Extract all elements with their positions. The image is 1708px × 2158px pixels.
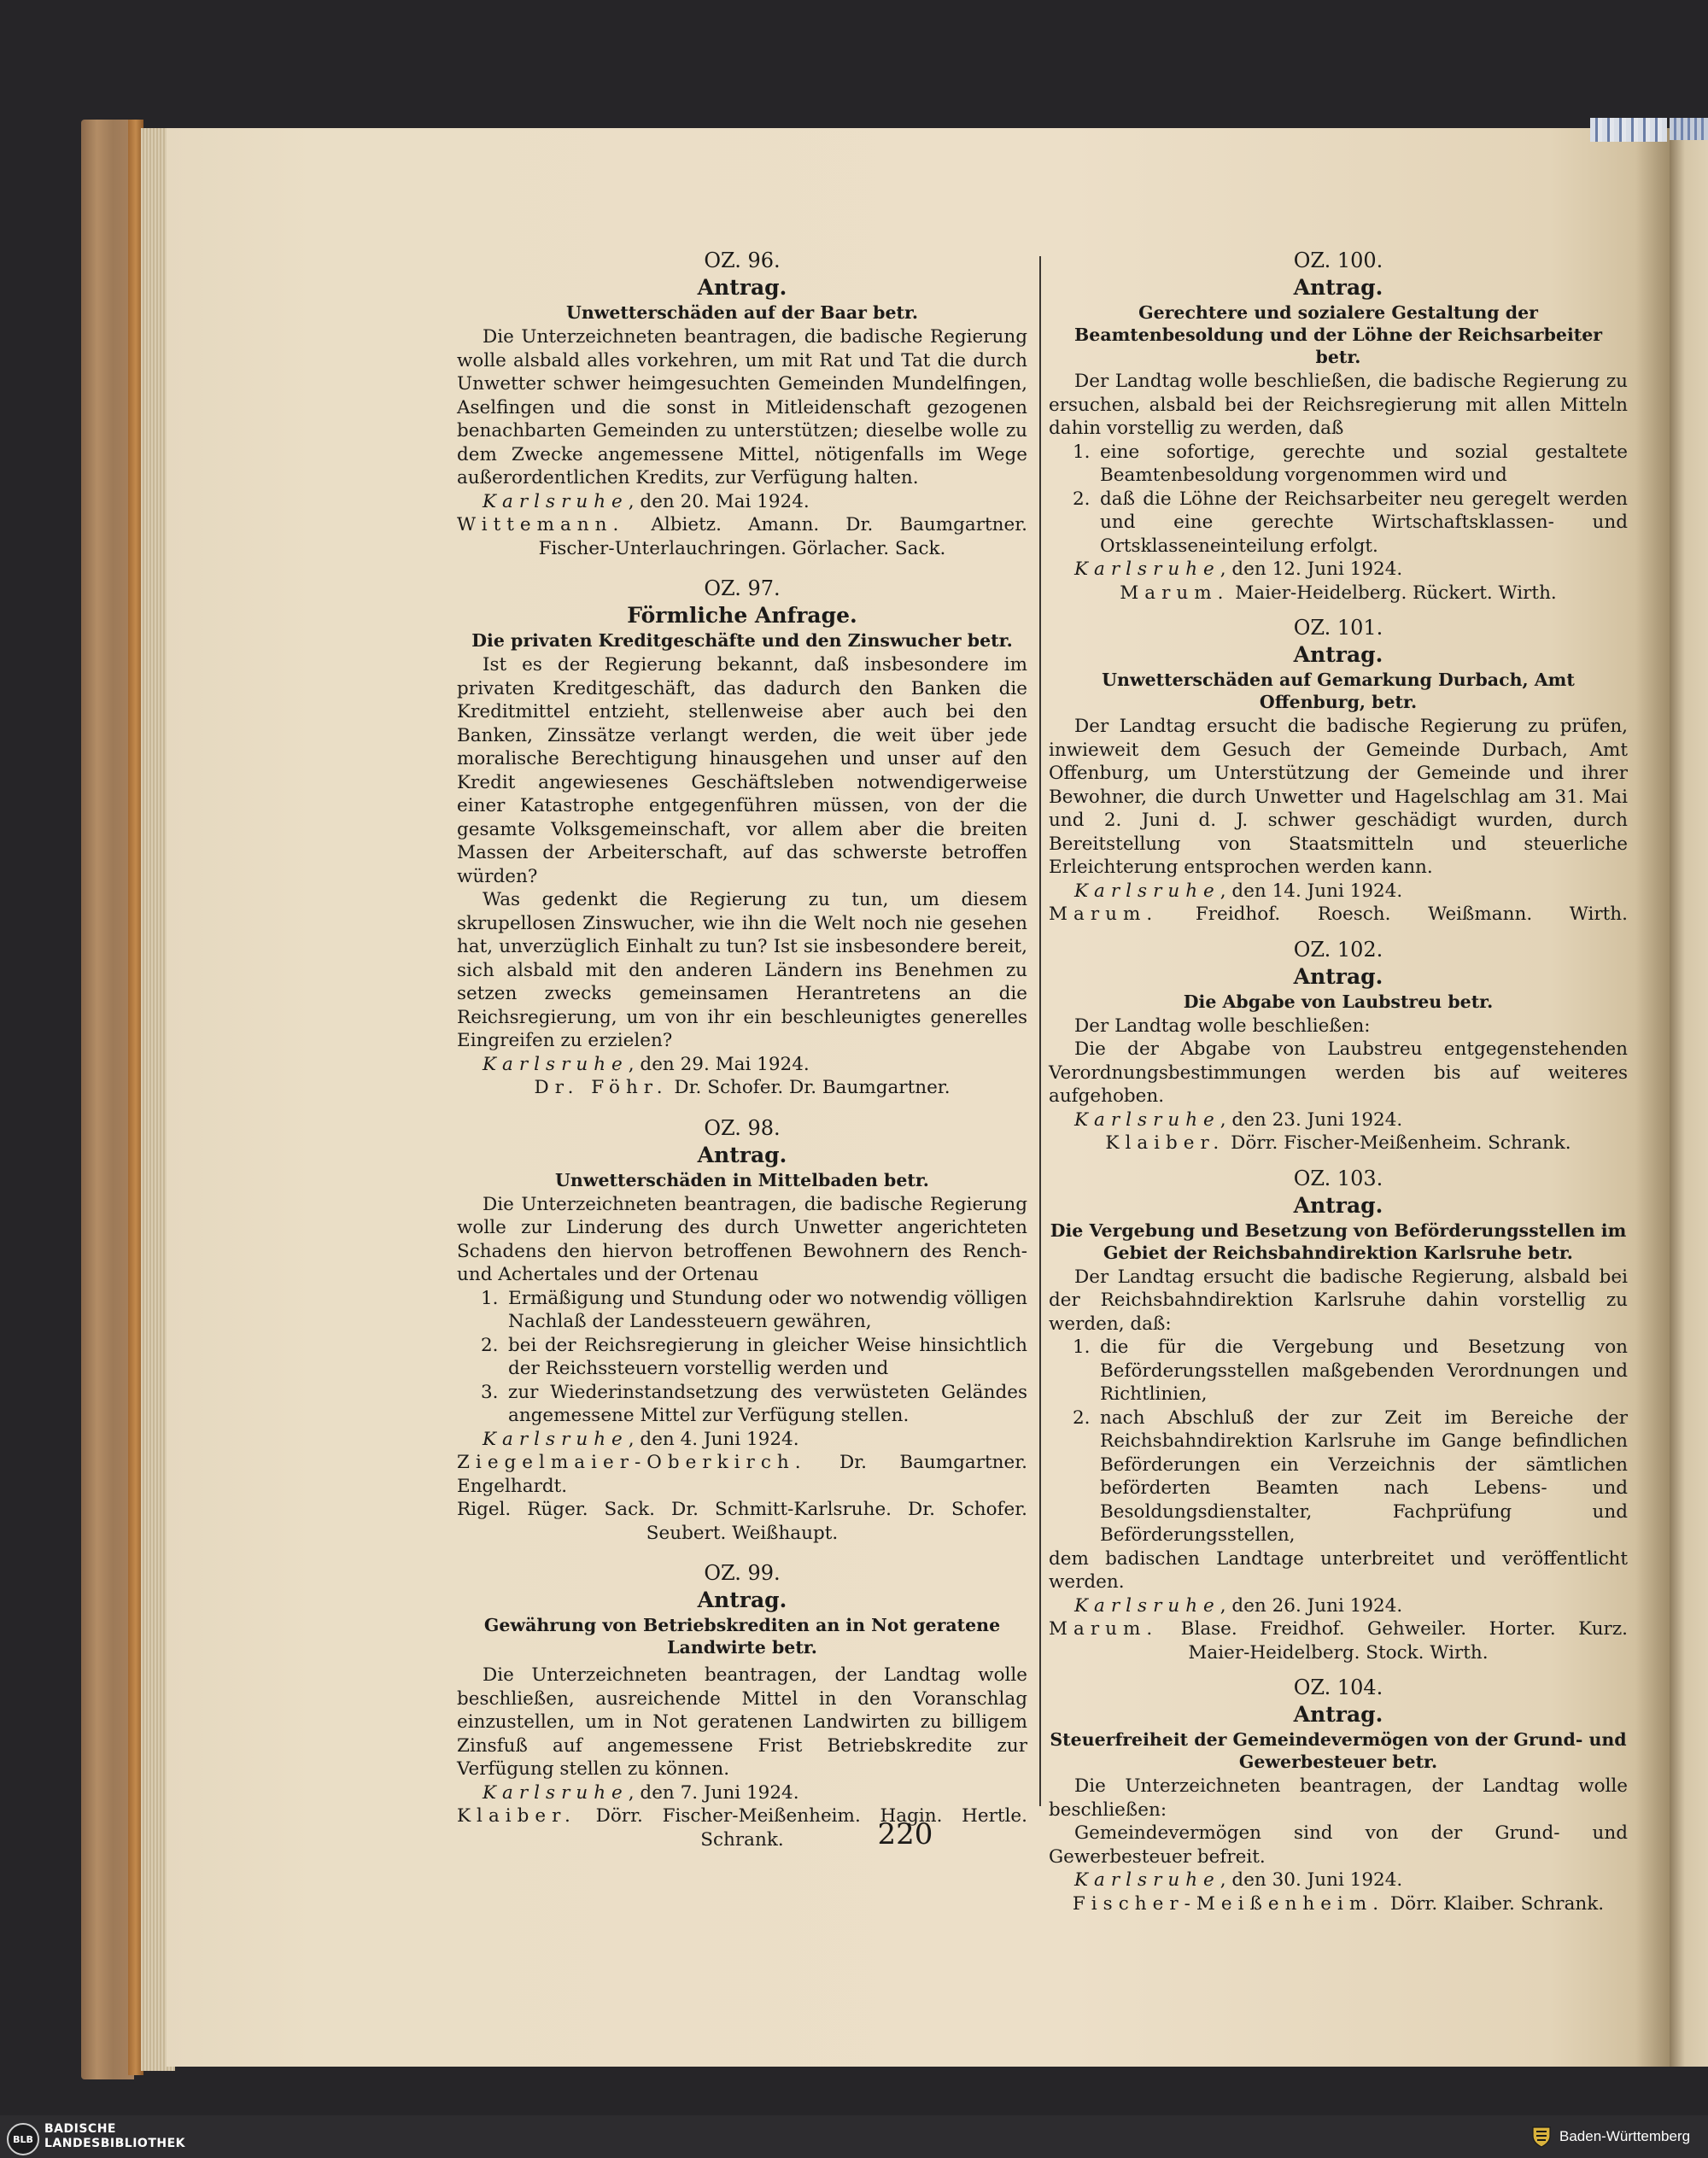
entry-oz-100: [1049, 248, 1628, 605]
entry-number: OZ. 100.: [1293, 249, 1383, 272]
entry-oz-102: [1049, 937, 1628, 1155]
place-date: [1049, 1594, 1628, 1618]
signer-lead: Ziegelmaier-Oberkirch.: [457, 1452, 807, 1473]
entry-number: OZ. 99.: [704, 1561, 781, 1585]
entry-oz-96: [457, 248, 1027, 560]
viewer-footer: [0, 2115, 1708, 2158]
place-city: Karlsruhe: [1074, 1594, 1220, 1617]
place-city: Karlsruhe: [483, 490, 629, 512]
entry-subject: Die Vergebung und Besetzung von Beförderungsstellen im Gebiet der Reichsbahndirektion Karlsruhe betr.: [1050, 1219, 1627, 1263]
entry-text: dem badischen Landtage unterbreitet und veröffentlicht werden.: [1049, 1547, 1628, 1593]
list-number: 2.: [1073, 1407, 1091, 1429]
signer-lead: Wittemann.: [457, 514, 625, 535]
place-city: Karlsruhe: [483, 1781, 629, 1804]
place-city: Karlsruhe: [1074, 880, 1220, 902]
list-item: [1049, 1407, 1628, 1547]
place-date: [457, 1781, 1027, 1805]
date: , den 12. Juni 1924.: [1220, 559, 1403, 580]
entry-kind: Antrag.: [1293, 1192, 1383, 1218]
entry-text: Der Landtag ersucht die badische Regierung zu prüfen, inwieweit dem Gesuch der Gemeinde Durbach, Amt Offenburg, um Unterstützung der Gemeinde und ihrer Bewohner, die durch Unwetter und Hagelschlag am 31. Mai und 2. Juni d. J. schwer geschädigt wurden, durch Bereitstellung von Staatsmitteln und steuerliche Erleichterung entsprochen werden kann.: [1049, 716, 1628, 878]
signers: Seubert. Weißhaupt.: [646, 1522, 839, 1544]
signer-lead: Marum.: [1120, 582, 1230, 604]
entry-text: Gemeindevermögen sind von der Grund- und Gewerbesteuer befreit.: [1049, 1822, 1628, 1868]
entry-text: Die Unterzeichneten beantragen, der Landtag wolle beschließen:: [1049, 1775, 1628, 1821]
entry-subject: Gerechtere und sozialere Gestaltung der Beamtenbesoldung und der Löhne der Reichsarbeiter betr.: [1073, 302, 1603, 367]
signers-rest: Dr. Schofer. Dr. Baumgartner.: [674, 1077, 951, 1098]
entry-kind: Förmliche Anfrage.: [627, 603, 857, 628]
entry-oz-97: [457, 576, 1027, 1100]
signers: [1049, 1617, 1628, 1641]
entry-number: OZ. 103.: [1293, 1166, 1383, 1190]
signer-lead: Dr. Föhr.: [534, 1077, 669, 1098]
left-column: [457, 248, 1027, 1851]
date: , den 4. Juni 1924.: [628, 1428, 799, 1450]
place-city: Karlsruhe: [483, 1053, 629, 1075]
place-date: [457, 490, 1027, 514]
entry-oz-103: [1049, 1166, 1628, 1665]
entry-subject: Gewährung von Betriebskrediten an in Not geratene Landwirte betr.: [483, 1615, 1001, 1658]
signers: [457, 1076, 1027, 1100]
library-name-line2: LANDESBIBLIOTHEK: [44, 2137, 186, 2150]
signers-rest: Dörr. Klaiber. Schrank.: [1389, 1892, 1605, 1915]
list-number: 3.: [481, 1381, 499, 1403]
signers: [1049, 903, 1628, 927]
place-city: Karlsruhe: [1074, 1869, 1220, 1891]
signers-rest: Dörr. Fischer-Meißenheim. Hagin. Hertle.: [595, 1805, 1027, 1827]
date: , den 23. Juni 1924.: [1220, 1108, 1403, 1131]
entry-text: Die Unterzeichneten beantragen, die badische Regierung wolle alsbald alles vorkehren, um mit Rat und Tat die durch Unwetter schwer heimgesuchten Gemeinden Mundelfingen, Aselfingen und die sonst in Mitleidenschaft gezogenen benachbarten Gemeinden zu unterstützen; dieselbe wolle zu dem Zwecke angemessene Mittel, nötigenfalls im Wege außerordentlichen Kredits, zur Verfügung halten.: [457, 326, 1027, 488]
list-item: [1049, 1336, 1628, 1407]
list-item: [1049, 488, 1628, 559]
list-text: zur Wiederinstandsetzung des verwüsteten Geländes angemessene Mittel zur Verfügung stellen.: [508, 1381, 1027, 1426]
signers: Fischer-Unterlauchringen. Görlacher. Sack.: [538, 537, 946, 559]
signers-rest: Blase. Freidhof. Gehweiler. Horter. Kurz.: [1180, 1618, 1628, 1640]
entry-text: Der Landtag wolle beschließen:: [1074, 1015, 1371, 1037]
signers-rest: Dr. Baumgartner. Engelhardt.: [457, 1452, 1027, 1497]
entry-text: Die der Abgabe von Laubstreu entgegenstehenden Verordnungsbestimmungen werden bis auf weiteres aufgehoben.: [1049, 1038, 1628, 1107]
signer-lead: Fischer-Meißenheim.: [1072, 1892, 1385, 1915]
list-item: [457, 1287, 1027, 1334]
signer-lead: Marum.: [1049, 1618, 1159, 1640]
list-item: [457, 1334, 1027, 1381]
entry-kind: Antrag.: [697, 275, 787, 300]
entry-subject: Unwetterschäden auf Gemarkung Durbach, Amt Offenburg, betr.: [1102, 670, 1575, 712]
date: , den 14. Juni 1924.: [1220, 880, 1403, 902]
entry-text: Der Landtag ersucht die badische Regierung, alsbald bei der Reichsbahndirektion Karlsruhe dahin vorstellig zu werden, daß:: [1049, 1266, 1628, 1335]
signers: [457, 513, 1027, 537]
date: , den 20. Mai 1924.: [628, 490, 810, 512]
list-number: 2.: [481, 1334, 499, 1356]
entry-number: OZ. 97.: [704, 576, 781, 600]
entry-kind: Antrag.: [1293, 275, 1383, 300]
entry-subject: Die privaten Kreditgeschäfte und den Zinswucher betr.: [471, 630, 1013, 651]
list-item: [1049, 441, 1628, 488]
page-gutter-shadow: [1635, 128, 1670, 2067]
column-divider: [1039, 256, 1041, 1806]
signers-rest: Albietz. Amann. Dr. Baumgartner.: [651, 514, 1027, 535]
place-date: [457, 1053, 1027, 1077]
entry-text: Die Unterzeichneten beantragen, die badische Regierung wolle zur Linderung des durch Unwetter angerichteten Schadens den hiervon betroffenen Bewohnern des Rench- und Achertales und der Ortenau: [457, 1193, 1027, 1285]
place-date: [1049, 1869, 1628, 1892]
date: , den 30. Juni 1924.: [1220, 1869, 1403, 1891]
entry-number: OZ. 101.: [1293, 616, 1383, 640]
signers-rest: Dörr. Fischer-Meißenheim. Schrank.: [1231, 1132, 1571, 1154]
state-logo-text[interactable]: Baden-Württemberg: [1559, 2128, 1691, 2144]
list-number: 2.: [1073, 488, 1091, 510]
place-date: [1049, 880, 1628, 904]
signer-lead: Klaiber.: [457, 1805, 576, 1827]
entry-text: Was gedenkt die Regierung zu tun, um diesem skrupellosen Zinswucher, wie ihn die Welt noch nie gesehen hat, unverzüglich Einhalt zu tun? Ist sie insbesondere bereit, sich alsbald mit den anderen Ländern ins Benehmen zu setzen zwecks gemeinsamen Herantretens an die Reichsregierung, um von ihr ein beschleunigtes generelles Eingreifen zu erzielen?: [457, 889, 1027, 1051]
signers: [1049, 1132, 1628, 1155]
place-city: Karlsruhe: [483, 1428, 629, 1450]
entry-subject: Unwetterschäden in Mittelbaden betr.: [555, 1169, 929, 1190]
place-city: Karlsruhe: [1074, 559, 1220, 580]
signer-lead: Marum.: [1049, 904, 1159, 925]
entry-number: OZ. 104.: [1293, 1676, 1383, 1699]
place-date: [1049, 1108, 1628, 1132]
entry-text: Ist es der Regierung bekannt, daß insbesondere im privaten Kreditgeschäft, das dadurch den Banken die Kreditmittel entzieht, stellenweise aber auch bei den Banken, Zinssätze verlangt werden, die weit über jede moralische Berechtigung hinausgehen und unser auf den Kredit angewiesenes Geschäftsleben notwendigerweise einer Katastrophe entgegenführen müssen, von der die gesamte Volksgemeinschaft, vor allem aber die breiten Massen der Arbeiterschaft, auf das schwerste betroffen würden?: [457, 654, 1027, 887]
list-text: nach Abschluß der zur Zeit im Bereiche der Reichsbahndirektion Karlsruhe im Gange befindlichen Beförderungen ein Verzeichnis der sämtlichen beförderten Beamten nach Lebens- und Besoldungsdienstalter, Fachprüfung und Beförderungsstellen,: [1100, 1407, 1628, 1546]
signers-rest: Freidhof. Roesch. Weißmann. Wirth.: [1195, 904, 1628, 925]
signers: [1049, 1892, 1628, 1916]
entry-oz-104: [1049, 1675, 1628, 1915]
entry-subject: Steuerfreiheit der Gemeindevermögen von der Grund- und Gewerbesteuer betr.: [1050, 1729, 1627, 1772]
book-cover-board: [81, 120, 134, 2079]
entry-number: OZ. 96.: [704, 249, 781, 272]
list-text: daß die Löhne der Reichsarbeiter neu geregelt werden und eine gerechte Wirtschaftsklassen- und Ortsklasseneinteilung erfolgt.: [1100, 488, 1628, 557]
date: , den 29. Mai 1924.: [628, 1053, 810, 1075]
bookmark-ribbon: [1590, 118, 1667, 142]
entry-text: Der Landtag wolle beschließen, die badische Regierung zu ersuchen, alsbald bei der Reichsregierung mit allen Mitteln dahin vorstellig zu werden, daß: [1049, 371, 1628, 439]
facing-page-edge: [1670, 137, 1708, 2067]
right-column: [1049, 248, 1628, 1915]
date: , den 7. Juni 1924.: [628, 1781, 799, 1804]
entry-kind: Antrag.: [1293, 642, 1383, 667]
entry-oz-99: [457, 1560, 1027, 1851]
list-text: eine sofortige, gerechte und sozial gestaltete Beamtenbesoldung vorgenommen wird und: [1100, 441, 1628, 486]
blb-logo-icon[interactable]: BLB: [7, 2123, 39, 2155]
date: , den 26. Juni 1924.: [1220, 1594, 1403, 1617]
list-number: 1.: [1073, 441, 1091, 463]
entry-subject: Unwetterschäden auf der Baar betr.: [565, 302, 919, 323]
signers: [1049, 582, 1628, 605]
entry-oz-101: [1049, 615, 1628, 927]
entry-kind: Antrag.: [1293, 963, 1383, 989]
place-date: [1049, 558, 1628, 582]
entry-kind: Antrag.: [697, 1588, 787, 1612]
place-date: [457, 1428, 1027, 1452]
entry-text: Die Unterzeichneten beantragen, der Landtag wolle beschließen, ausreichende Mittel in den Voranschlag einzustellen, um in Not geratenen Landwirten zu billigem Zinsfuß auf angemessene Frist Betriebskredite zur Verfügung stellen zu können.: [457, 1664, 1027, 1780]
bookmark-ribbon-end: [1670, 118, 1708, 140]
signer-lead: Klaiber.: [1105, 1132, 1225, 1154]
signers: Maier-Heidelberg. Stock. Wirth.: [1188, 1641, 1489, 1664]
list-item: [457, 1381, 1027, 1428]
signers-rest: Maier-Heidelberg. Rückert. Wirth.: [1235, 582, 1557, 604]
place-city: Karlsruhe: [1074, 1108, 1220, 1131]
page-number: 220: [877, 1817, 933, 1851]
list-text: bei der Reichsregierung in gleicher Weise hinsichtlich der Reichssteuern vorstellig werden und: [508, 1334, 1027, 1379]
coat-of-arms-icon: [1530, 2126, 1553, 2148]
entry-kind: Antrag.: [697, 1142, 787, 1167]
list-number: 1.: [481, 1287, 499, 1309]
library-name[interactable]: [44, 2122, 185, 2151]
signers: Schrank.: [700, 1828, 784, 1851]
list-text: die für die Vergebung und Besetzung von Beförderungsstellen maßgebenden Verordnungen und Richtlinien,: [1100, 1336, 1628, 1405]
list-number: 1.: [1073, 1336, 1091, 1358]
entry-number: OZ. 98.: [704, 1115, 781, 1140]
list-text: Ermäßigung und Stundung oder wo notwendig völligen Nachlaß der Landessteuern gewähren,: [508, 1287, 1027, 1332]
signers: Rigel. Rüger. Sack. Dr. Schmitt-Karlsruhe. Dr. Schofer.: [457, 1499, 1027, 1520]
signers: [457, 1451, 1027, 1498]
library-name-line1: BADISCHE: [44, 2122, 116, 2136]
entry-oz-98: [457, 1115, 1027, 1546]
entry-kind: Antrag.: [1293, 1702, 1383, 1727]
entry-number: OZ. 102.: [1293, 937, 1383, 962]
entry-subject: Die Abgabe von Laubstreu betr.: [1183, 991, 1494, 1012]
